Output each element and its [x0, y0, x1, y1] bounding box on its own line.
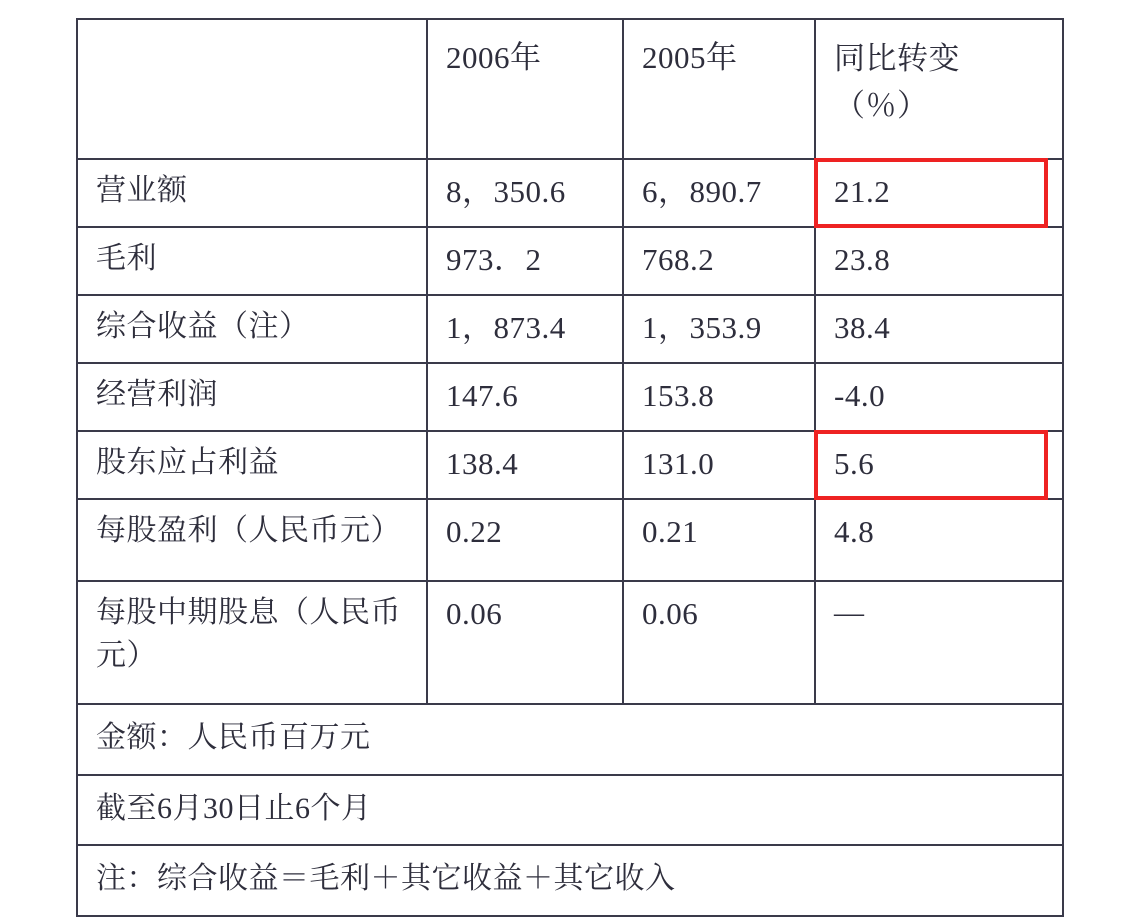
row-value-revenue-change: 21.2: [815, 159, 1063, 227]
header-change-unit: （％）: [834, 87, 929, 123]
row-value-gross-profit-2006: 973．2: [427, 227, 623, 295]
table-header-row: [77, 19, 1063, 159]
row-value-operating-profit-2006: 147.6: [427, 363, 623, 431]
table-row: [77, 295, 1063, 363]
row-value-eps-change: 4.8: [815, 499, 1063, 581]
row-value-revenue-2006: 8，350.6: [427, 159, 623, 227]
table-row: [77, 227, 1063, 295]
row-value-eps-2006: 0.22: [427, 499, 623, 581]
row-value-profit-attributable-2005: 131.0: [623, 431, 815, 499]
footnote-row-period: [77, 775, 1063, 846]
header-blank-label: [78, 20, 426, 158]
table-row: [77, 363, 1063, 431]
row-label-revenue: 营业额: [77, 159, 427, 227]
table-row: [77, 159, 1063, 227]
header-change-label: 同比转变: [834, 41, 960, 76]
row-value-interim-dividend-change: —: [815, 581, 1063, 704]
row-value-gross-profit-change: 23.8: [815, 227, 1063, 295]
row-label-eps: 每股盈利（人民币元）: [77, 499, 427, 581]
row-value-comprehensive-income-change: 38.4: [815, 295, 1063, 363]
financial-summary-table: [76, 18, 1064, 917]
row-label-operating-profit: 经营利润: [77, 363, 427, 431]
row-value-gross-profit-2005: 768.2: [623, 227, 815, 295]
row-label-profit-attributable: 股东应占利益: [77, 431, 427, 499]
header-cell-2006: [427, 19, 623, 159]
table-row: [77, 499, 1063, 581]
row-value-profit-attributable-2006: 138.4: [427, 431, 623, 499]
footnote-cell-currency: 金额：人民币百万元: [77, 704, 1063, 775]
row-value-interim-dividend-2006: 0.06: [427, 581, 623, 704]
row-value-interim-dividend-2005: 0.06: [623, 581, 815, 704]
row-value-profit-attributable-change: 5.6: [815, 431, 1063, 499]
row-value-operating-profit-change: -4.0: [815, 363, 1063, 431]
header-cell-change: [815, 19, 1063, 159]
header-cell-2005: [623, 19, 815, 159]
financial-summary-table-container: [76, 18, 1062, 917]
row-value-comprehensive-income-2005: 1，353.9: [623, 295, 815, 363]
footnote-cell-period: 截至6月30日止6个月: [77, 775, 1063, 846]
row-value-comprehensive-income-2006: 1，873.4: [427, 295, 623, 363]
row-value-eps-2005: 0.21: [623, 499, 815, 581]
row-label-gross-profit: 毛利: [77, 227, 427, 295]
row-label-interim-dividend: 每股中期股息（人民币元）: [77, 581, 427, 704]
table-row: [77, 581, 1063, 704]
footnote-cell-definition: 注：综合收益＝毛利＋其它收益＋其它收入: [77, 845, 1063, 916]
row-value-revenue-2005: 6，890.7: [623, 159, 815, 227]
header-cell-blank: [77, 19, 427, 159]
header-2005-label: 2005年: [642, 40, 738, 75]
table-row: [77, 431, 1063, 499]
row-value-operating-profit-2005: 153.8: [623, 363, 815, 431]
row-label-comprehensive-income: 综合收益（注）: [77, 295, 427, 363]
footnote-row-definition: [77, 845, 1063, 916]
header-2006-label: 2006年: [446, 40, 542, 75]
footnote-row-currency: [77, 704, 1063, 775]
